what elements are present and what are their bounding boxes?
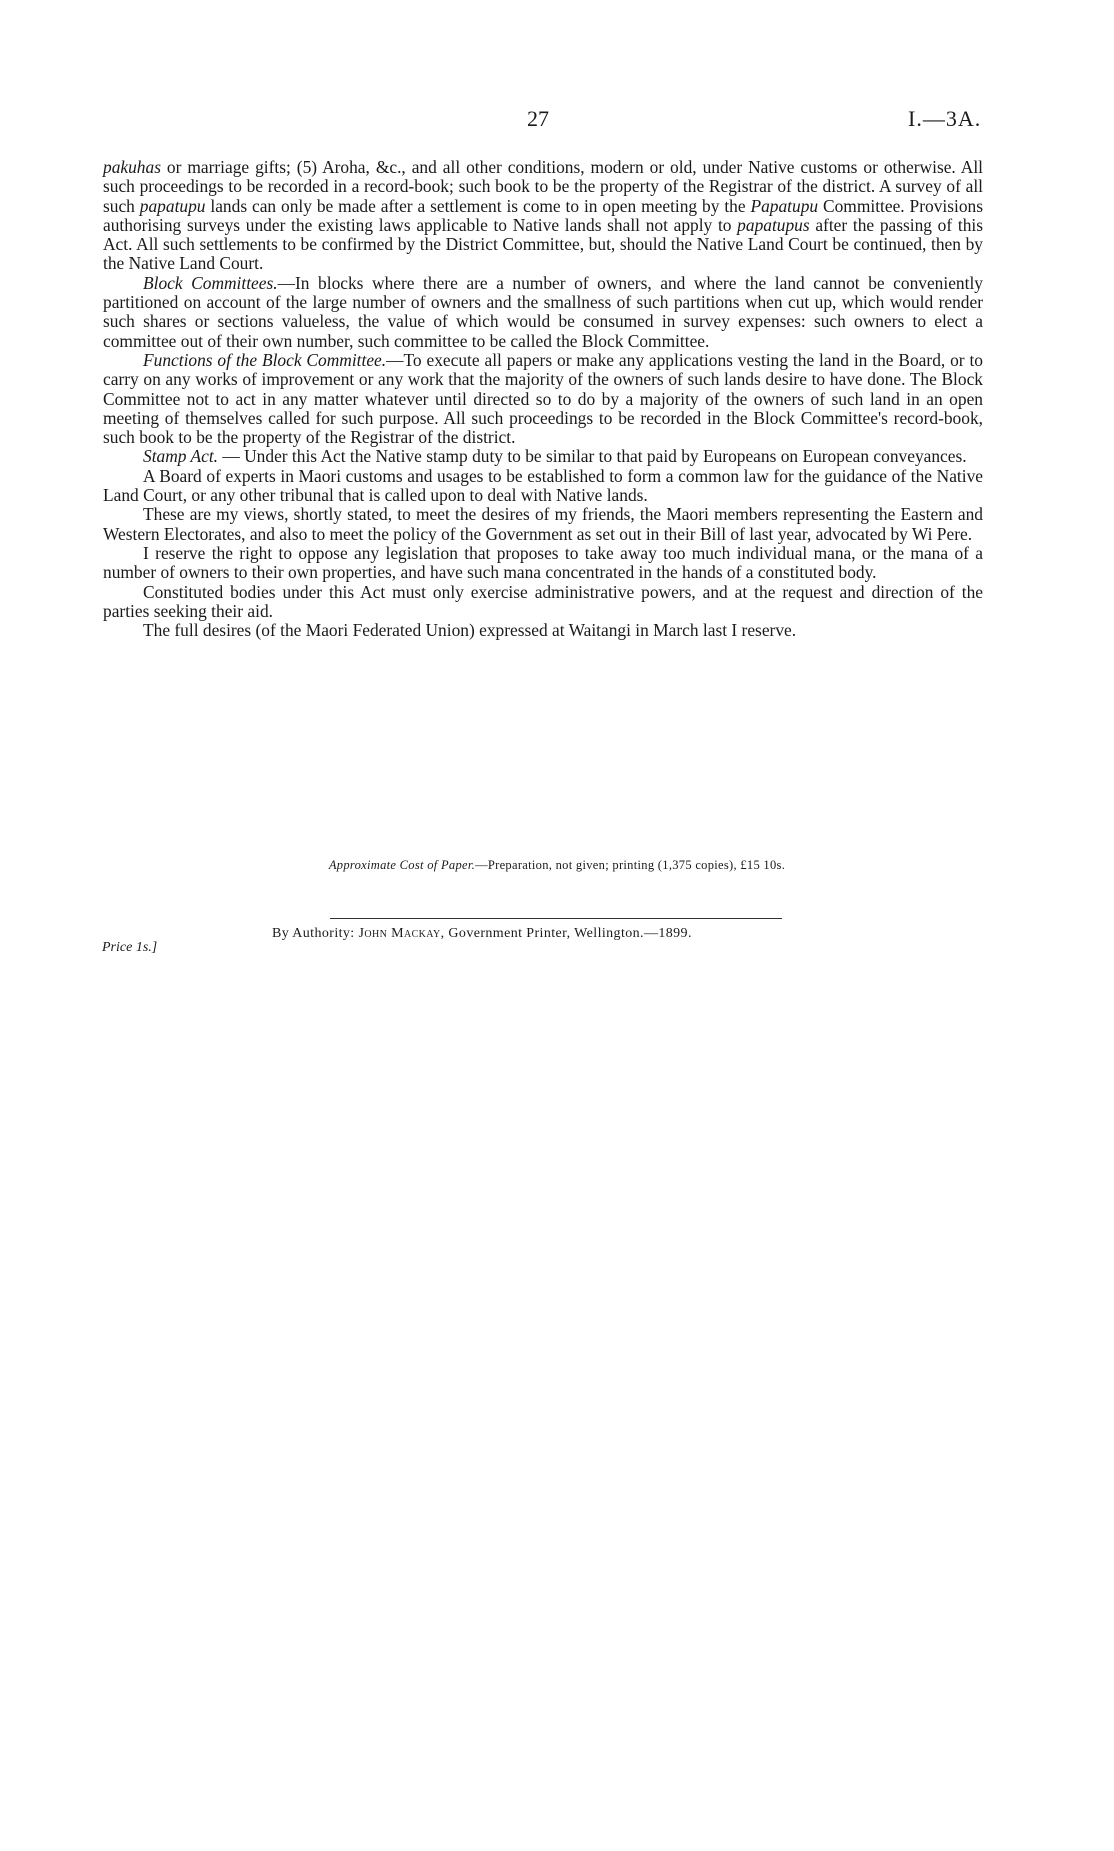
printer-authority — [272, 926, 692, 942]
text-run: — Under this Act the Native stamp duty to be similar to that paid by Europeans on European conveyances. — [218, 446, 967, 467]
body-text — [103, 158, 983, 640]
cost-label: Approximate Cost of Paper. — [328, 858, 476, 872]
text-run: Constituted bodies under this Act must only exercise administrative powers, and at the request and direction of the parties seeking their aid. — [103, 581, 983, 621]
printer-name: John Mackay — [358, 926, 441, 941]
text-run: after the passing of this Act. All such settlements to be confirmed by the District Committee, but, should the Native Land Court be continued, then by the Native Land Court. — [103, 214, 983, 274]
paragraph — [103, 158, 983, 274]
italic-run: papatupus — [737, 214, 810, 235]
paragraph — [103, 621, 983, 640]
paragraph — [103, 583, 983, 622]
paragraph — [103, 274, 983, 351]
text-run: —In blocks where there are a number of owners, and where the land cannot be conveniently partitioned on account of the large number of owners and the smallness of such partitions when cut up, which would render such shares or sections valueless, the value of which would be consumed in survey expenses: such owners to elect a committee out of their own number, such committee to be called the Block Committee. — [103, 272, 983, 351]
cost-of-paper — [0, 858, 1114, 873]
price-label: Price 1s.] — [102, 940, 158, 955]
text-run: These are my views, shortly stated, to meet the desires of my friends, the Maori members representing the Eastern and Western Electorates, and also to meet the policy of the Government as set out in their Bill of last year, advocated by Wi Pere. — [103, 504, 983, 544]
italic-run: Papatupu — [750, 195, 819, 216]
page-number: 27 — [527, 106, 549, 131]
text-run: The full desires (of the Maori Federated Union) expressed at Waitangi in March last I reserve. — [143, 620, 797, 641]
italic-run: Functions of the Block Committee. — [143, 349, 387, 370]
text-run: A Board of experts in Maori customs and usages to be established to form a common law for the guidance of the Native Land Court, or any other tribunal that is called upon to deal with Native lands. — [103, 465, 983, 506]
italic-run: pakuhas — [103, 157, 161, 177]
text-run: —To execute all papers or make any applications vesting the land in the Board, or to carry on any works of improvement or any work that the majority of the owners of such lands desire to have done. The Block Committee not to act in any matter whatever until directed so to do by a majority of the owners of such land in an open meeting of themselves called for such purpose. All such proceedings to be recorded in the Block Committee's record-book, such book to be the property of the Registrar of the district. — [103, 349, 984, 448]
paragraph — [103, 351, 983, 447]
italic-run: Block Committees. — [143, 272, 278, 293]
text-run: lands can only be made after a settlement is come to in open meeting by the — [205, 195, 751, 216]
text-run: or marriage gifts; (5) Aroha, &c., and all other conditions, modern or old, under Native customs or otherwise. All such proceedings to be recorded in a record-book; such book to be the property of the Registrar of the district. A survey of all such — [103, 157, 983, 216]
paragraph — [103, 467, 983, 506]
paragraph — [103, 505, 983, 544]
page-header — [0, 106, 1114, 136]
divider-rule — [330, 918, 782, 919]
text-run: I reserve the right to oppose any legislation that proposes to take away too much individual mana, or the mana of a number of owners to their own properties, and have such mana concentrated in the hands of a constituted body. — [103, 542, 983, 583]
text-run: Committee. Provisions authorising surveys under the existing laws applicable to Native lands shall not apply to — [103, 195, 983, 235]
authority-suffix: , Government Printer, Wellington.—1899. — [440, 926, 692, 941]
italic-run: papatupu — [139, 195, 206, 216]
cost-text: —Preparation, not given; printing (1,375 copies), £15 10s. — [475, 858, 786, 872]
authority-prefix: By Authority: — [272, 926, 359, 941]
paragraph — [103, 447, 983, 466]
paragraph — [103, 544, 983, 583]
italic-run: Stamp Act. — [143, 446, 219, 467]
document-reference: I.—3A. — [908, 106, 982, 131]
